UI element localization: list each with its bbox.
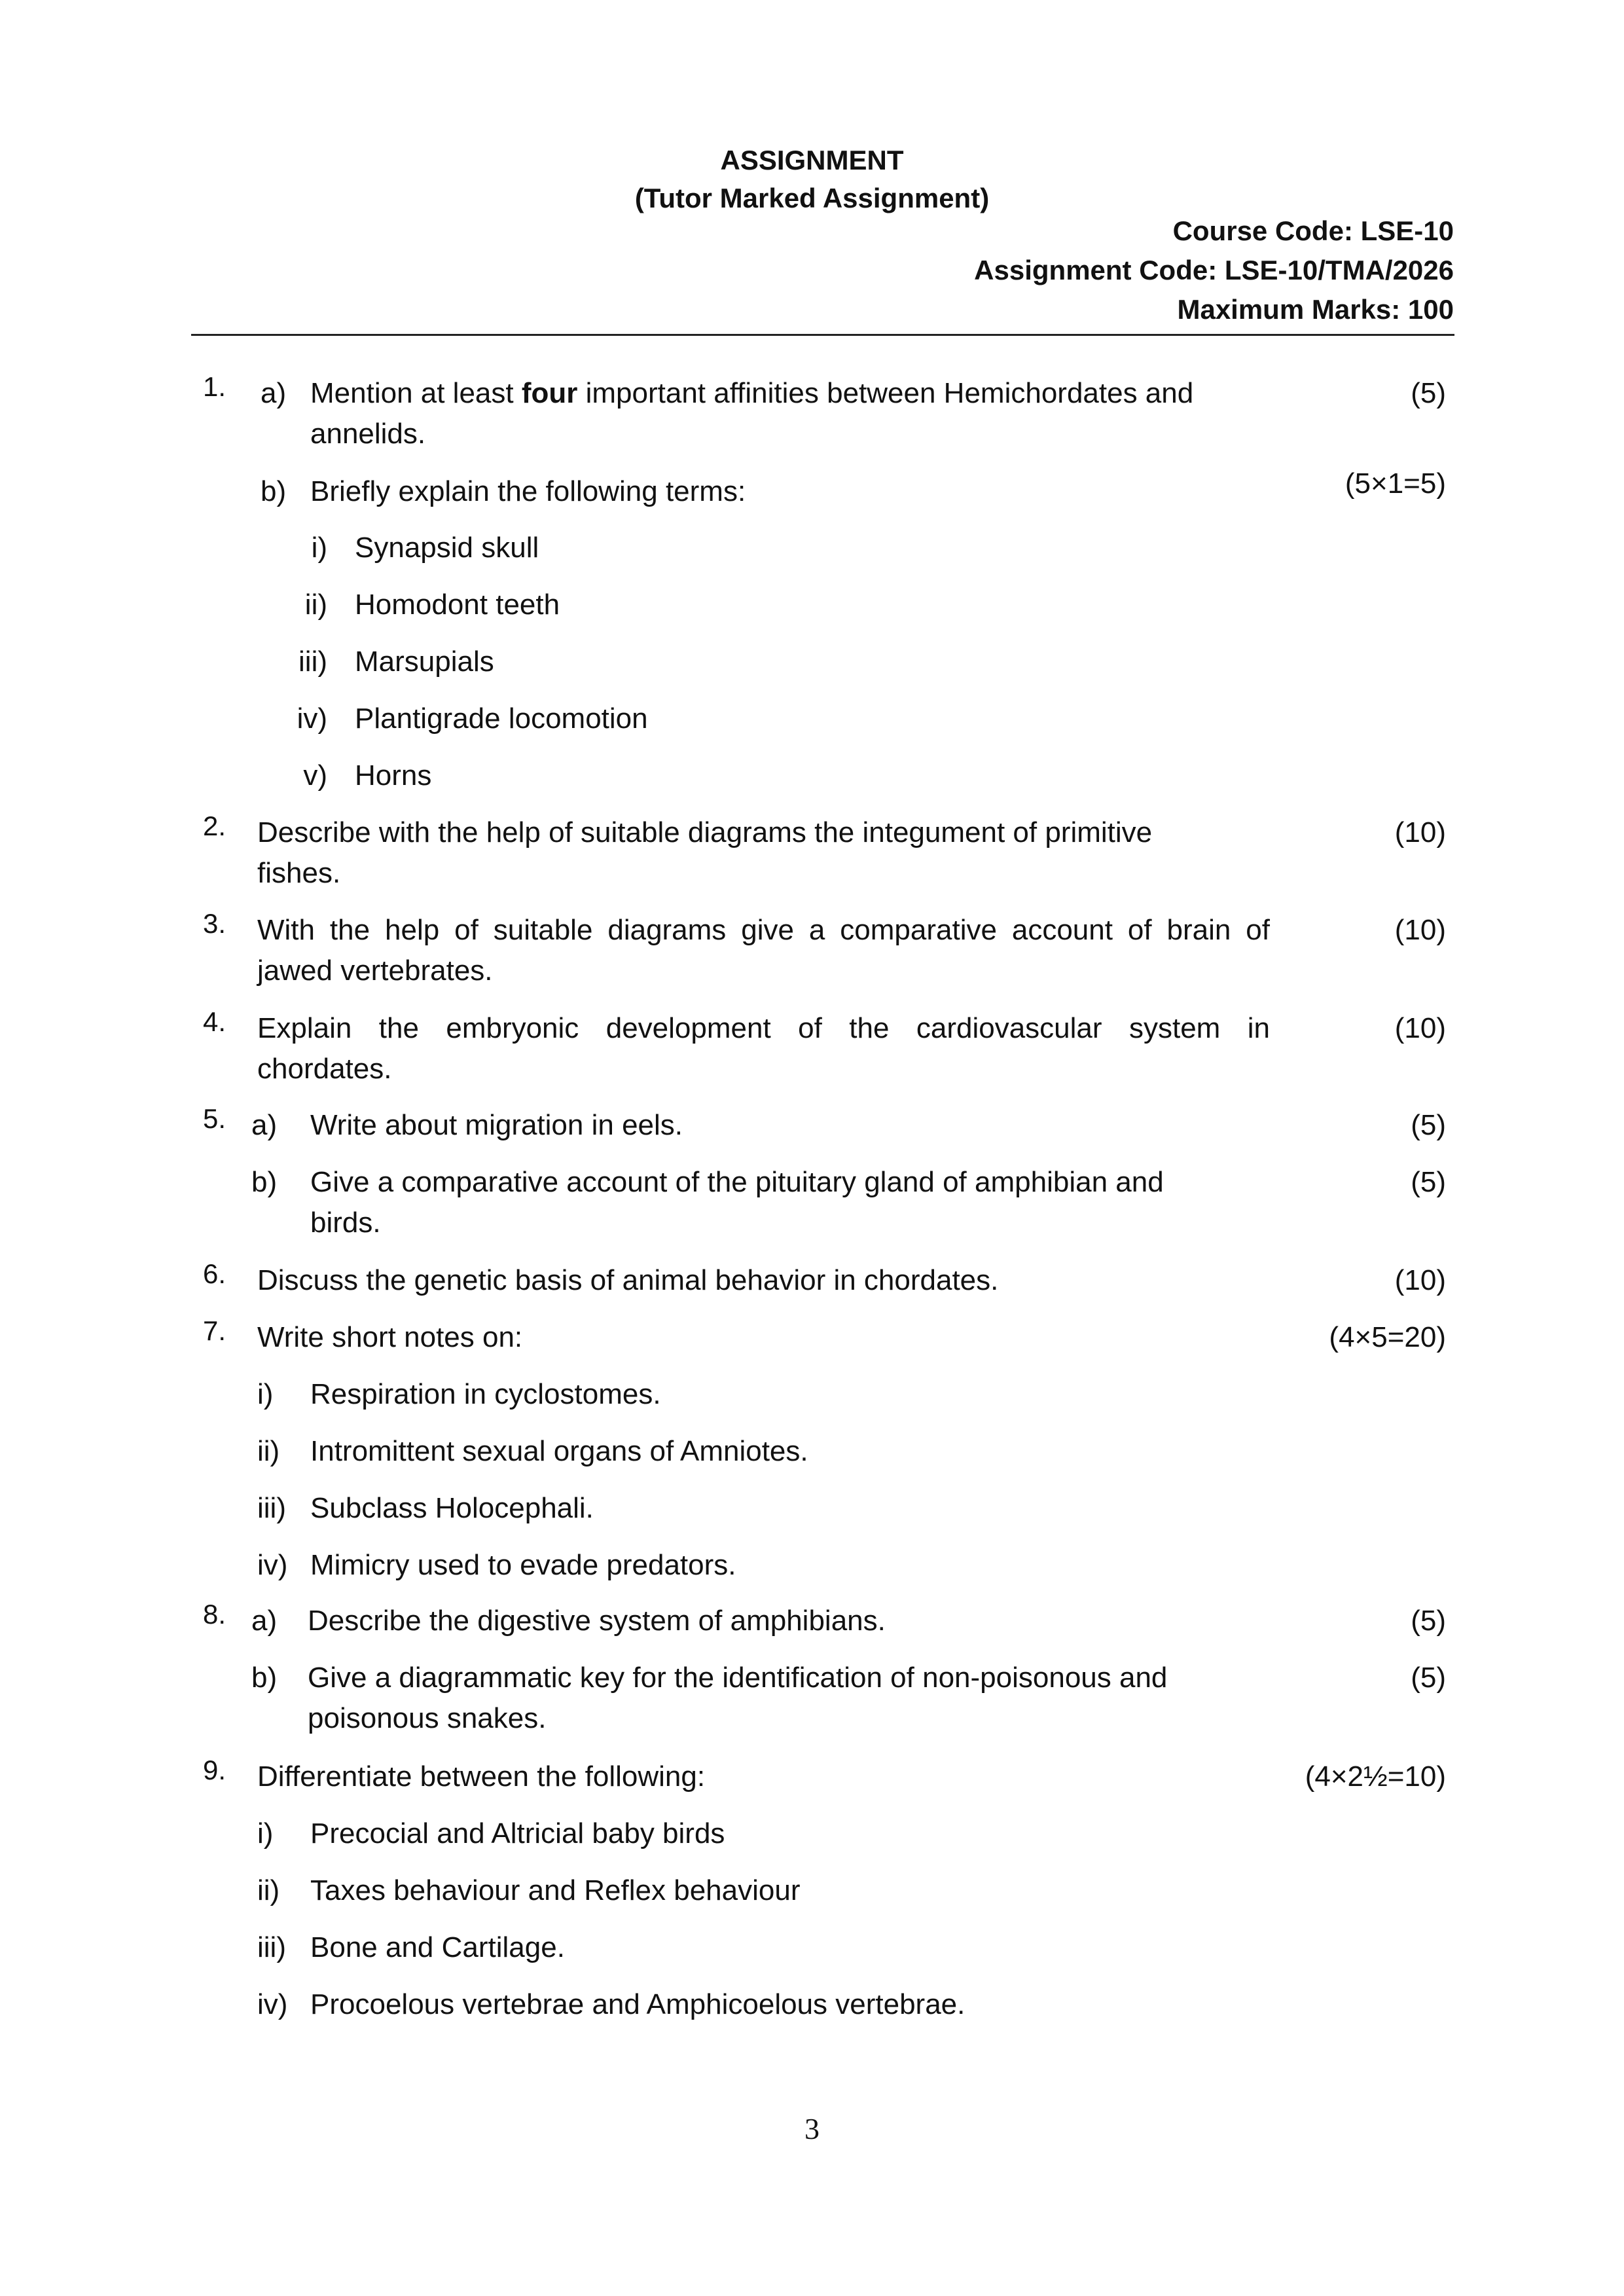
item-text: Horns (355, 759, 432, 792)
item-text: Respiration in cyclostomes. (310, 1378, 661, 1410)
assignment-subtitle: (Tutor Marked Assignment) (634, 183, 990, 213)
part-label: b) (251, 1662, 278, 1694)
question-5a-marks: (5) (1411, 1109, 1446, 1141)
item-label: i) (257, 1378, 274, 1410)
maximum-marks: Maximum Marks: 100 (1177, 294, 1454, 325)
assignment-code: Assignment Code: LSE-10/TMA/2026 (974, 255, 1454, 285)
item-label: iv) (297, 702, 327, 735)
question-6-marks: (10) (1394, 1264, 1446, 1296)
item-label: i) (257, 1817, 274, 1850)
item-label: ii) (304, 589, 327, 621)
question-7-text: Write short notes on: (257, 1321, 523, 1353)
item-text: Marsupials (355, 646, 494, 678)
item-text: Bone and Cartilage. (310, 1931, 565, 1963)
question-number: 6. (203, 1258, 226, 1289)
item-label: iv) (257, 1549, 288, 1581)
item-label: iv) (257, 1988, 288, 2020)
question-9-marks: (4×2½=10) (1305, 1760, 1446, 1793)
item-label: iii) (257, 1931, 286, 1963)
item-label: i) (311, 532, 327, 564)
question-3-text-cont: jawed vertebrates. (257, 955, 493, 987)
question-1b-text: Briefly explain the following terms: (310, 475, 746, 507)
course-code: Course Code: LSE-10 (1172, 215, 1454, 246)
question-1a-marks: (5) (1411, 377, 1446, 409)
question-4-marks: (10) (1394, 1012, 1446, 1044)
question-2-text: Describe with the help of suitable diagrams the integument of primitive (257, 816, 1153, 848)
question-4-text: Explain the embryonic development of the cardiovascular system in (257, 1012, 1270, 1044)
item-text: Synapsid skull (355, 532, 539, 564)
question-3-marks: (10) (1394, 914, 1446, 946)
question-1b-marks: (5×1=5) (1344, 467, 1446, 500)
question-number: 9. (203, 1755, 226, 1785)
question-number: 3. (203, 908, 226, 939)
item-label: iii) (257, 1492, 286, 1524)
question-number: 7. (203, 1315, 226, 1346)
question-number: 8. (203, 1599, 226, 1630)
header-divider (191, 334, 1454, 336)
question-5b-marks: (5) (1411, 1166, 1446, 1198)
item-text: Mimicry used to evade predators. (310, 1549, 736, 1581)
text-run: important affinities between Hemichordates and (577, 377, 1194, 409)
item-text: Subclass Holocephali. (310, 1492, 594, 1524)
text-run: Mention at least (310, 377, 522, 409)
question-number: 1. (203, 371, 226, 402)
question-9-text: Differentiate between the following: (257, 1760, 706, 1793)
question-8b-text: Give a diagrammatic key for the identification of non-poisonous and (308, 1662, 1168, 1694)
question-8a-text: Describe the digestive system of amphibians. (308, 1605, 886, 1637)
item-label: v) (303, 759, 327, 792)
assignment-title: ASSIGNMENT (720, 145, 904, 175)
part-label: b) (261, 475, 287, 507)
question-5b-text: Give a comparative account of the pituitary gland of amphibian and (310, 1166, 1164, 1198)
question-2-marks: (10) (1394, 816, 1446, 848)
item-label: ii) (257, 1874, 280, 1906)
question-4-text-cont: chordates. (257, 1053, 392, 1085)
question-number: 5. (203, 1103, 226, 1134)
item-text: Taxes behaviour and Reflex behaviour (310, 1874, 801, 1906)
bold-run: four (521, 377, 578, 409)
part-label: a) (261, 377, 287, 409)
question-8b-text-cont: poisonous snakes. (308, 1702, 547, 1734)
question-number: 2. (203, 811, 226, 841)
question-5a-text: Write about migration in eels. (310, 1109, 683, 1141)
question-6-text: Discuss the genetic basis of animal behavior in chordates. (257, 1264, 999, 1296)
question-1a-text-cont: annelids. (310, 418, 426, 450)
part-label: a) (251, 1605, 278, 1637)
question-number: 4. (203, 1006, 226, 1037)
item-text: Procoelous vertebrae and Amphicoelous vertebrae. (310, 1988, 965, 2020)
question-8b-marks: (5) (1411, 1662, 1446, 1694)
page-number: 3 (804, 2112, 820, 2145)
item-label: iii) (298, 646, 327, 678)
question-3-text: With the help of suitable diagrams give a comparative account of brain of (257, 914, 1270, 946)
question-7-marks: (4×5=20) (1329, 1321, 1446, 1353)
part-label: a) (251, 1109, 278, 1141)
part-label: b) (251, 1166, 278, 1198)
question-5b-text-cont: birds. (310, 1207, 381, 1239)
item-text: Precocial and Altricial baby birds (310, 1817, 725, 1850)
item-label: ii) (257, 1435, 280, 1467)
question-2-text-cont: fishes. (257, 857, 341, 889)
item-text: Plantigrade locomotion (355, 702, 648, 735)
question-1a-text (310, 373, 1193, 414)
item-text: Intromittent sexual organs of Amniotes. (310, 1435, 808, 1467)
question-8a-marks: (5) (1411, 1605, 1446, 1637)
item-text: Homodont teeth (355, 589, 560, 621)
